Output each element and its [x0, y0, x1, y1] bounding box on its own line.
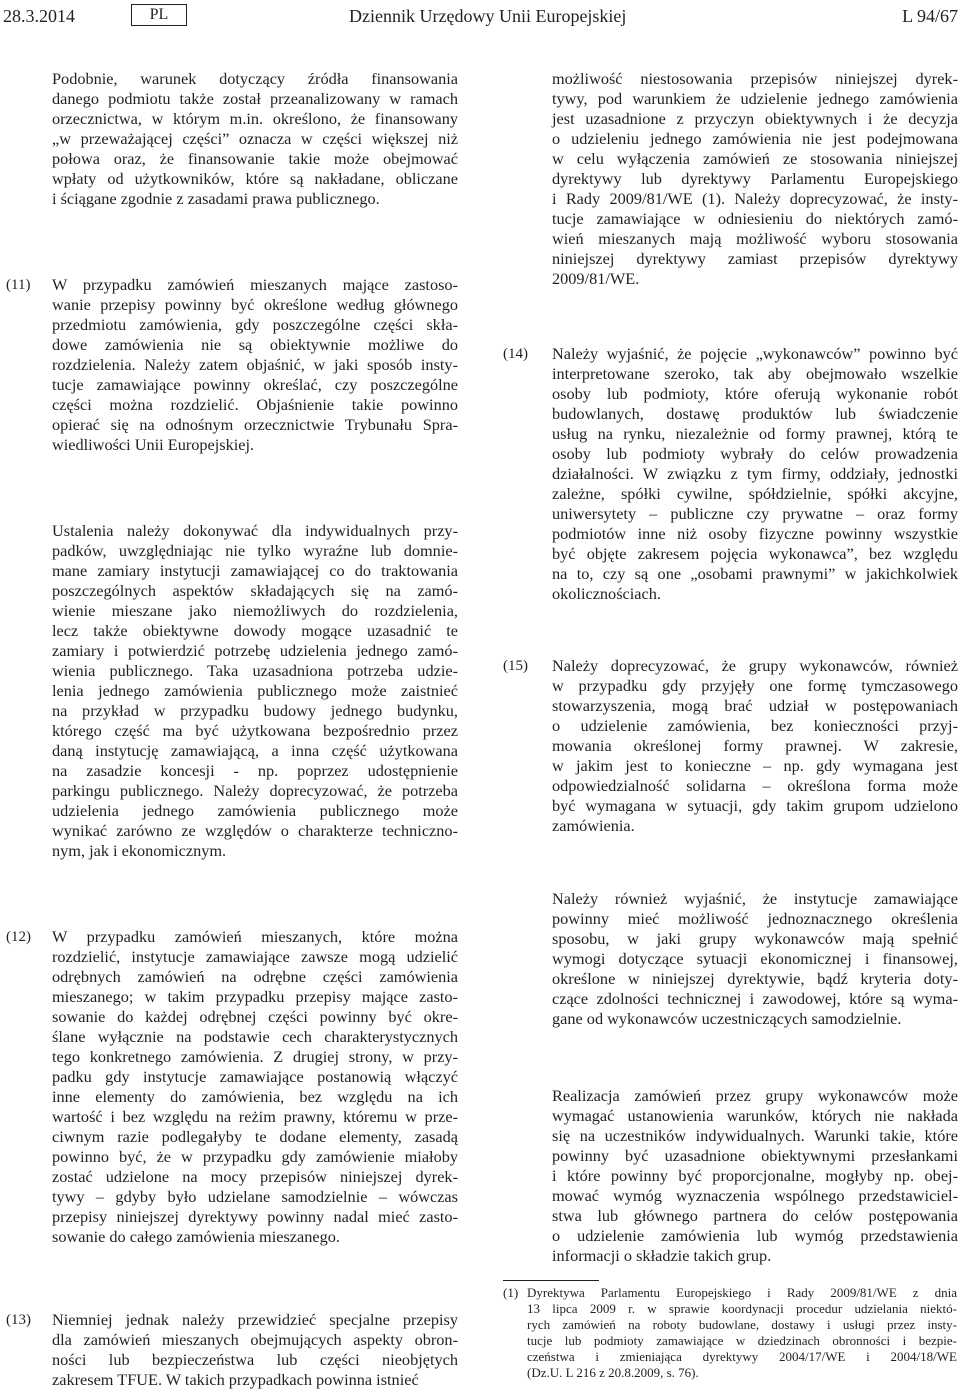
text-line: tucje zamawiające w odniesieniu do niektórych zamó- [552, 209, 958, 228]
text-line: daną instytucję zamawiającą, a inna część użytkowana [52, 741, 458, 760]
language-badge: PL [131, 4, 187, 26]
text-line: lecz także obiektywne dowody mogące uzasadnić te [52, 621, 458, 640]
text-line: powinny mieć możliwość jednoznacznego określenia [552, 909, 958, 928]
text-line: „w przeważającej części” oznacza w części większej niż [52, 129, 458, 148]
footnote-marker: (1) [503, 1285, 519, 1300]
text-line: wymogi dotyczące sytuacji ekonomicznej i finansowej, [552, 949, 958, 968]
text-line: danego podmiotu także został przeanalizowany w ramach [52, 89, 458, 108]
text-line: tywy, pod warunkiem że udzielenie jednego zamówienia [552, 89, 958, 108]
text-line: rych zamówień na roboty budowlane, dostawy i usługi przez insty- [527, 1317, 957, 1332]
text-line: nym, jak i ekonomicznym. [52, 841, 227, 860]
paragraph-12 [52, 927, 458, 1247]
text-line: którego część ma być użytkowana bezpośrednio przez [52, 721, 458, 740]
text-line: osoby lub podmioty, które oferują wykonanie robót [552, 384, 958, 403]
text-line: osoby lub podmioty wybrały do celów prowadzenia [552, 444, 958, 463]
text-line: interpretowane szeroko, tak aby obejmowało wszelkie [552, 364, 958, 383]
paragraph-13 [52, 1310, 458, 1390]
text-line: uniwersytety – publiczne czy prywatne – oraz formy [552, 504, 958, 523]
text-line: Należy wyjaśnić, że pojęcie „wykonawców” powinno być [552, 344, 958, 363]
text-line: inne elementy do zamówienia, bez względu na ich [52, 1087, 458, 1106]
text-line: działalności. W związku z tym firmy, oddziały, jednostki [552, 464, 958, 483]
text-line: podmiotów inne niż osoby fizyczne powinny wszystkie [552, 524, 958, 543]
paragraph-11 [52, 275, 458, 455]
text-line: mowania określonej formy prawnej. W zakresie, [552, 736, 958, 755]
text-line: W przypadku zamówień mieszanych mające zastoso- [52, 275, 458, 294]
text-line: stowarzyszenia, mogą brać udział w postępowaniach [552, 696, 958, 715]
text-line: wpłaty od użytkowników, które są nakładane, obliczane [52, 169, 458, 188]
text-line: opierać się na odnośnym orzecznictwie Trybunału Spra- [52, 415, 458, 434]
text-line: okolicznościach. [552, 584, 661, 603]
text-line: i ściągane zgodnie z zasadami prawa publicznego. [52, 189, 380, 208]
text-line: tywy – gdyby było udzielane samodzielnie – wówczas [52, 1187, 458, 1206]
text-line: na przykład w przypadku budowy jednego budynku, [52, 701, 458, 720]
text-line: być objęte zakresem pojęcia wykonawca”, bez względu [552, 544, 958, 563]
text-line: się na uczestników indywidualnych. Warunki takie, które [552, 1126, 958, 1145]
page-header [0, 4, 960, 34]
text-line: powinno być, że w przypadku gdy zamówienie miałoby [52, 1147, 458, 1166]
text-line: 13 lipca 2009 r. w sprawie koordynacji procedur udzielania niektó- [527, 1301, 957, 1316]
paragraph-number-11: (11) [6, 277, 31, 293]
text-line: lenia jednego zamówienia publicznego może zaistnieć [52, 681, 458, 700]
text-line: odrębnych zamówień na odrębne części zamówienia [52, 967, 458, 986]
text-line: budowlanych, dostawę produktów lub świadczenie [552, 404, 958, 423]
text-line: tucje zamawiające powinny określać, czy poszczególne [52, 375, 458, 394]
text-line: o udzieleniu jednego zamówienia nie jest podejmowana [552, 129, 958, 148]
text-line: poszczególnych aspektów składających się na zamó- [52, 581, 458, 600]
text-line: wień mieszanych mają możliwość wyboru stosowania [552, 229, 958, 248]
journal-title: Dziennik Urzędowy Unii Europejskiej [349, 6, 627, 26]
text-line: ślane wyłącznie na podstawie cech charakterystycznych [52, 1027, 458, 1046]
text-line: padku gdy instytucje zamawiające postanowią włączyć [52, 1067, 458, 1086]
text-line: czeństwa i zmieniająca dyrektywy 2004/17/WE i 2004/18/WE [527, 1349, 957, 1364]
paragraph-14 [552, 344, 958, 604]
text-line: ności lub bezpieczeństwa lub części nieobjętych [52, 1350, 458, 1369]
footnote-divider [503, 1280, 599, 1281]
text-line: w celu wyłączenia zamówień ze stosowania niniejszej [552, 149, 958, 168]
text-line: Niemniej jednak należy przewidzieć specjalne przepisy [52, 1310, 458, 1329]
text-line: wanie przepisy powinny być określone według głównego [52, 295, 458, 314]
text-line: na to, czy są one „osobami prawnymi” w jakichkolwiek [552, 564, 958, 583]
text-line: Ustalenia należy dokonywać dla indywidualnych przy- [52, 521, 458, 540]
text-line: zamówienia. [552, 816, 635, 835]
text-line: padków, uwzględniając nie tylko wyraźne lub domnie- [52, 541, 458, 560]
text-line: wynikać zarówno ze względów o charakterze techniczno- [52, 821, 458, 840]
text-line: określone w niniejszej dyrektywie, bądź kryteria doty- [552, 969, 958, 988]
text-line: i które powinny być proporcjonalne, mogłyby np. obej- [552, 1166, 958, 1185]
text-line: Podobnie, warunek dotyczący źródła finansowania [52, 69, 458, 88]
paragraph-number-13: (13) [6, 1312, 31, 1328]
text-line: usług na rynku, niezależnie od formy prawnej, którą te [552, 424, 958, 443]
paragraph-11-continuation [52, 521, 458, 861]
text-line: W przypadku zamówień mieszanych, które można [52, 927, 458, 946]
text-line: być wymagana w sytuacji, gdy takim grupom udzielono [552, 796, 958, 815]
text-line: informacji o składzie takich grup. [552, 1246, 772, 1265]
text-line: wymagać ustanowienia warunków, których nie nakłada [552, 1106, 958, 1125]
text-line: wienia publicznego. Taka uzasadniona potrzeba udzie- [52, 661, 458, 680]
text-line: powinny być uzasadnione obiektywnymi przesłankami [552, 1146, 958, 1165]
text-line: rozdzielenia. Należy zatem objaśnić, w jaki sposób insty- [52, 355, 458, 374]
text-line: dla zamówień mieszanych obejmujących aspekty obron- [52, 1330, 458, 1349]
text-line: niniejszej dyrektywy zamiast przepisów dyrektywy [552, 249, 958, 268]
text-line: dowe zamówienia nie są obiektywnie możliwe do [52, 335, 458, 354]
text-line: gane od wykonawców uczestniczących samodzielnie. [552, 1009, 902, 1028]
text-line: możliwość niestosowania przepisów niniejszej dyrek- [552, 69, 958, 88]
text-line: Realizacja zamówień przez grupy wykonawców może [552, 1086, 958, 1105]
text-line: orzecznictwa, w którym m.in. określono, że finansowany [52, 109, 458, 128]
text-line: czące zdolności technicznej i zawodowej, które są wyma- [552, 989, 958, 1008]
footnote-text [527, 1285, 957, 1381]
text-line: dyrektywy lub dyrektywy Parlamentu Europejskiego [552, 169, 958, 188]
paragraph-number-14: (14) [503, 346, 528, 362]
text-line: tego konkretnego zamówienia. Z drugiej strony, w przy- [52, 1047, 458, 1066]
text-line: połowa oraz, że finansowanie takie może obejmować [52, 149, 458, 168]
text-line: o udzielenie zamówienia lub wymóg przedstawienia [552, 1226, 958, 1245]
text-line: (Dz.U. L 216 z 20.8.2009, s. 76). [527, 1365, 699, 1380]
paragraph-number-15: (15) [503, 658, 528, 674]
text-line: mane zamiary instytucji zamawiającej co do traktowania [52, 561, 458, 580]
paragraph-intro [52, 69, 458, 209]
text-line: części można rozdzielić. Objaśnienie takie powinno [52, 395, 458, 414]
text-line: Dyrektywa Parlamentu Europejskiego i Rady 2009/81/WE z dnia [527, 1285, 957, 1300]
text-line: mować wymóg wyznaczenia wspólnego przedstawiciel- [552, 1186, 958, 1205]
page-number: L 94/67 [902, 6, 958, 26]
text-line: mieszanego; w takim przypadku przepisy mające zasto- [52, 987, 458, 1006]
text-line: zamiary i potwierdzić potrzebę udzielenia jednego zamó- [52, 641, 458, 660]
paragraph-15-continuation-1 [552, 889, 958, 1029]
text-line: zależne, spółki cywilne, spółdzielnie, spółki akcyjne, [552, 484, 958, 503]
text-line: stwa lub głównego partnera do celów postępowania [552, 1206, 958, 1225]
paragraph-number-12: (12) [6, 929, 31, 945]
text-line: Należy doprecyzować, że grupy wykonawców, również [552, 656, 958, 675]
text-line: sposobu, w jaki grupy wykonawców mają spełnić [552, 929, 958, 948]
text-line: w jakim jest to konieczne – np. gdy wymagana jest [552, 756, 958, 775]
text-line: rozdzielić, instytucje zamawiające zawsze mogą udzielić [52, 947, 458, 966]
text-line: 2009/81/WE. [552, 269, 640, 288]
text-line: wartość i bez względu na reżim prawny, któremu w prze- [52, 1107, 458, 1126]
text-line: przedmiotu zamówienia, gdy poszczególne części skła- [52, 315, 458, 334]
text-line: wienie mieszane jako niemożliwych do rozdzielenia, [52, 601, 458, 620]
text-line: jest uzasadnione z przyczyn obiektywnych i że decyzja [552, 109, 958, 128]
text-line: na zasadzie koncesji - np. poprzez udostępnienie [52, 761, 458, 780]
text-line: o udzielenie zamówienia, bez konieczności przyj- [552, 716, 958, 735]
paragraph-15 [552, 656, 958, 836]
paragraph-13-continuation [552, 69, 958, 289]
text-line: zakresem TFUE. W takich przypadkach powinna istnieć [52, 1370, 419, 1389]
text-line: zostać udzielone na mocy przepisów niniejszej dyrek- [52, 1167, 458, 1186]
text-line: ciwnym razie podlegałyby te dodane elementy, zasadą [52, 1127, 458, 1146]
paragraph-15-continuation-2 [552, 1086, 958, 1266]
text-line: i Rady 2009/81/WE (1). Należy doprecyzować, że insty- [552, 189, 958, 208]
text-line: w przypadku gdy przyjęły one formę tymczasowego [552, 676, 958, 695]
text-line: udzielenia jednego zamówienia publicznego może [52, 801, 458, 820]
text-line: sowanie do całego zamówienia mieszanego. [52, 1227, 340, 1246]
publication-date: 28.3.2014 [3, 6, 75, 26]
text-line: Należy również wyjaśnić, że instytucje zamawiające [552, 889, 958, 908]
text-line: wiedliwości Unii Europejskiej. [52, 435, 255, 454]
text-line: przepisy niniejszej dyrektywy powinny nadal mieć zasto- [52, 1207, 458, 1226]
text-line: tucje lub podmioty zamawiające w dziedzinach obronności i bezpie- [527, 1333, 957, 1348]
text-line: parkingu publicznego. Należy doprecyzować, że potrzeba [52, 781, 458, 800]
text-line: sowanie do każdej odrębnej części powinny być okre- [52, 1007, 458, 1026]
text-line: odpowiedzialność solidarna – określona forma może [552, 776, 958, 795]
